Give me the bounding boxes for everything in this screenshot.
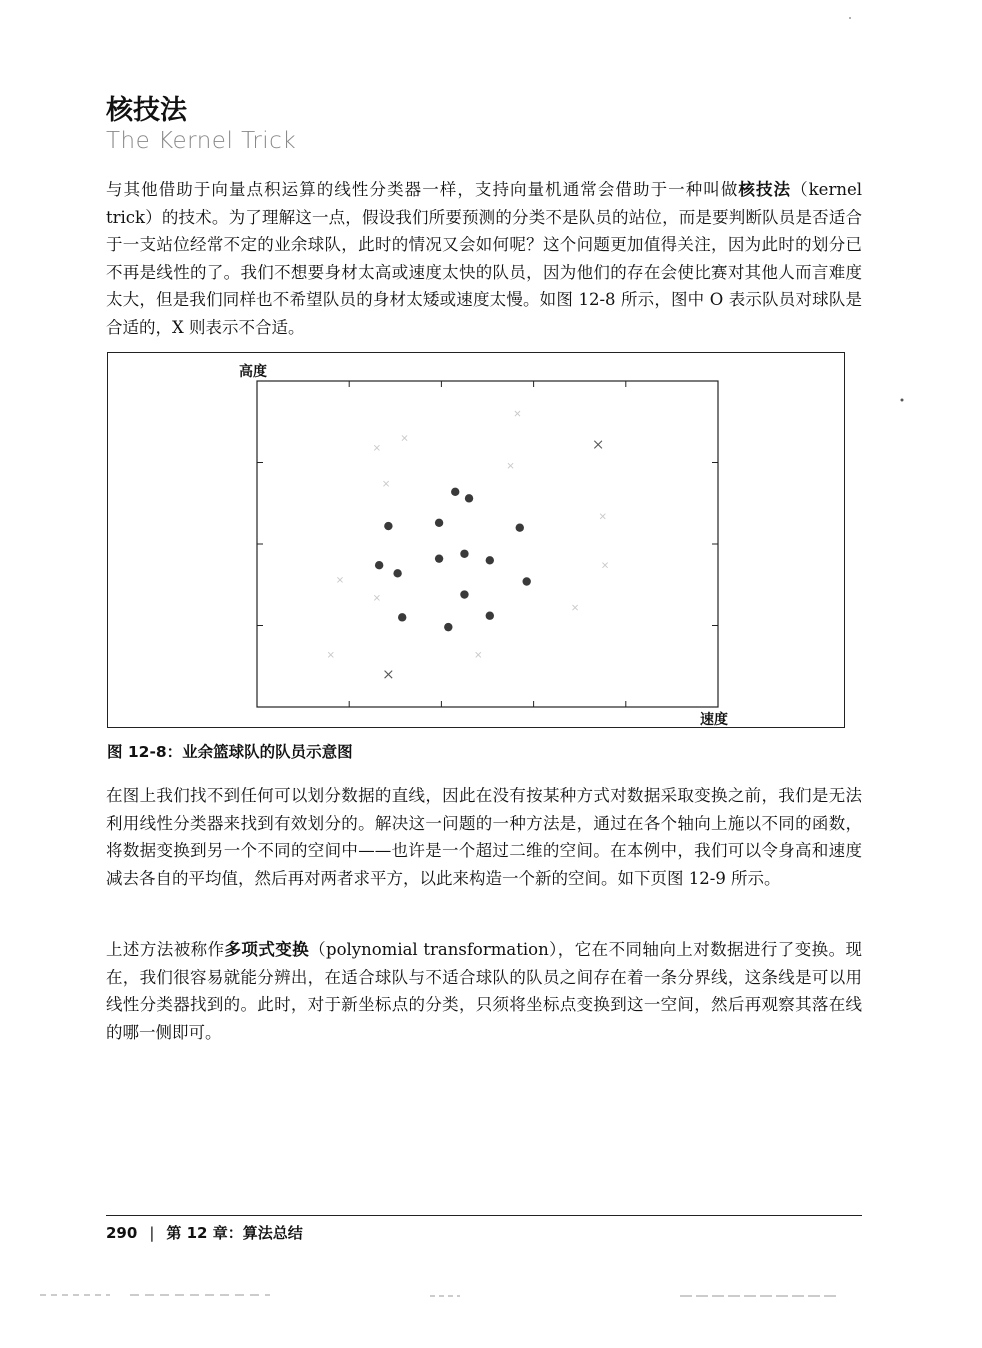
data-point-x-faint xyxy=(337,577,342,582)
data-point-o xyxy=(398,613,406,621)
data-point-x-faint xyxy=(600,514,605,519)
data-point-x xyxy=(385,671,393,679)
paragraph-text: （kernel trick）的技术。为了理解这一点，假设我们所要预测的分类不是队员的站位，而是要判断队员是否适合于一支站位经常不定的业余球队，此时的情况又会如何呢？这个问题更加值得关注，因为此时的划分已不再是线性的了。我们不想要身材太高或速度太快的队员，因为他们的存在会使比赛对其他人而言难度太大，但是我们同样也不希望队员的身材太矮或速度太慢。如图 12-8 所示，图中 O 表示队员对球队是合适的，X 则表示不合适。 xyxy=(106,180,862,337)
data-point-x-faint xyxy=(374,595,379,600)
data-point-x-faint xyxy=(374,445,379,450)
paragraph-text: 与其他借助于向量点积运算的线性分类器一样，支持向量机通常会借助于一种叫做 xyxy=(106,180,739,199)
data-point-x-faint xyxy=(572,605,577,610)
data-point-o xyxy=(486,556,494,564)
footer-separator: | xyxy=(149,1224,155,1242)
data-point-x xyxy=(594,441,602,449)
paragraph-polynomial-transform xyxy=(106,936,862,1046)
footer-rule xyxy=(106,1215,862,1216)
data-point-o xyxy=(516,524,524,532)
page-number: 290 xyxy=(106,1224,138,1242)
data-point-o xyxy=(460,550,468,558)
data-point-o xyxy=(465,494,473,502)
chapter-title: 第 12 章：算法总结 xyxy=(166,1224,303,1242)
data-point-o xyxy=(435,554,443,562)
data-point-o xyxy=(451,488,459,496)
data-point-o xyxy=(384,522,392,530)
term-kernel-trick: 核技法 xyxy=(738,180,792,199)
data-point-o xyxy=(444,623,452,631)
data-point-x-faint xyxy=(476,652,481,657)
section-subtitle: The Kernel Trick xyxy=(106,128,297,154)
section-title: 核技法 xyxy=(106,95,187,126)
data-point-o xyxy=(460,590,468,598)
data-point-x-faint xyxy=(515,411,520,416)
data-point-x-faint xyxy=(602,563,607,568)
paragraph-linear-separation: 在图上我们找不到任何可以划分数据的直线，因此在没有按某种方式对数据采取变换之前，我们是无法利用线性分类器来找到有效划分的。解决这一问题的一种方法是，通过在各个轴向上施以不同的函数，将数据变换到另一个不同的空间中——也许是一个超过二维的空间。在本例中，我们可以令身高和速度减去各自的平均值，然后再对两者求平方，以此来构造一个新的空间。如下页图 12-9 所示。 xyxy=(106,786,862,888)
paragraph-kernel-intro xyxy=(106,176,862,341)
figure-caption: 图 12-8：业余篮球队的队员示意图 xyxy=(107,743,353,761)
term-polynomial-transformation: 多项式变换 xyxy=(224,940,310,959)
data-point-o xyxy=(375,561,383,569)
data-point-o xyxy=(522,577,530,585)
scatter-chart xyxy=(108,353,846,729)
figure-12-8 xyxy=(107,352,845,728)
page-footer xyxy=(106,1222,303,1243)
data-point-x-faint xyxy=(402,435,407,440)
data-point-o xyxy=(435,519,443,527)
paragraph-text: 上述方法被称作 xyxy=(106,940,225,959)
data-point-x-faint xyxy=(328,652,333,657)
x-axis-label: 速度 xyxy=(700,712,728,728)
data-point-x-faint xyxy=(383,481,388,486)
paragraph-text: （polynomial transformation），它在不同轴向上对数据进行了变换。现在，我们很容易就能分辨出，在适合球队与不适合球队的队员之间存在着一条分界线，这条线是可以用线性分类器找到的。此时，对于新坐标点的分类，只须将坐标点变换到这一空间，然后再观察其落在线的哪一侧即可。 xyxy=(106,940,862,1042)
data-point-o xyxy=(486,612,494,620)
data-point-o xyxy=(393,569,401,577)
y-axis-label: 高度 xyxy=(239,364,267,380)
data-point-x-faint xyxy=(508,463,513,468)
plot-area xyxy=(257,381,718,707)
